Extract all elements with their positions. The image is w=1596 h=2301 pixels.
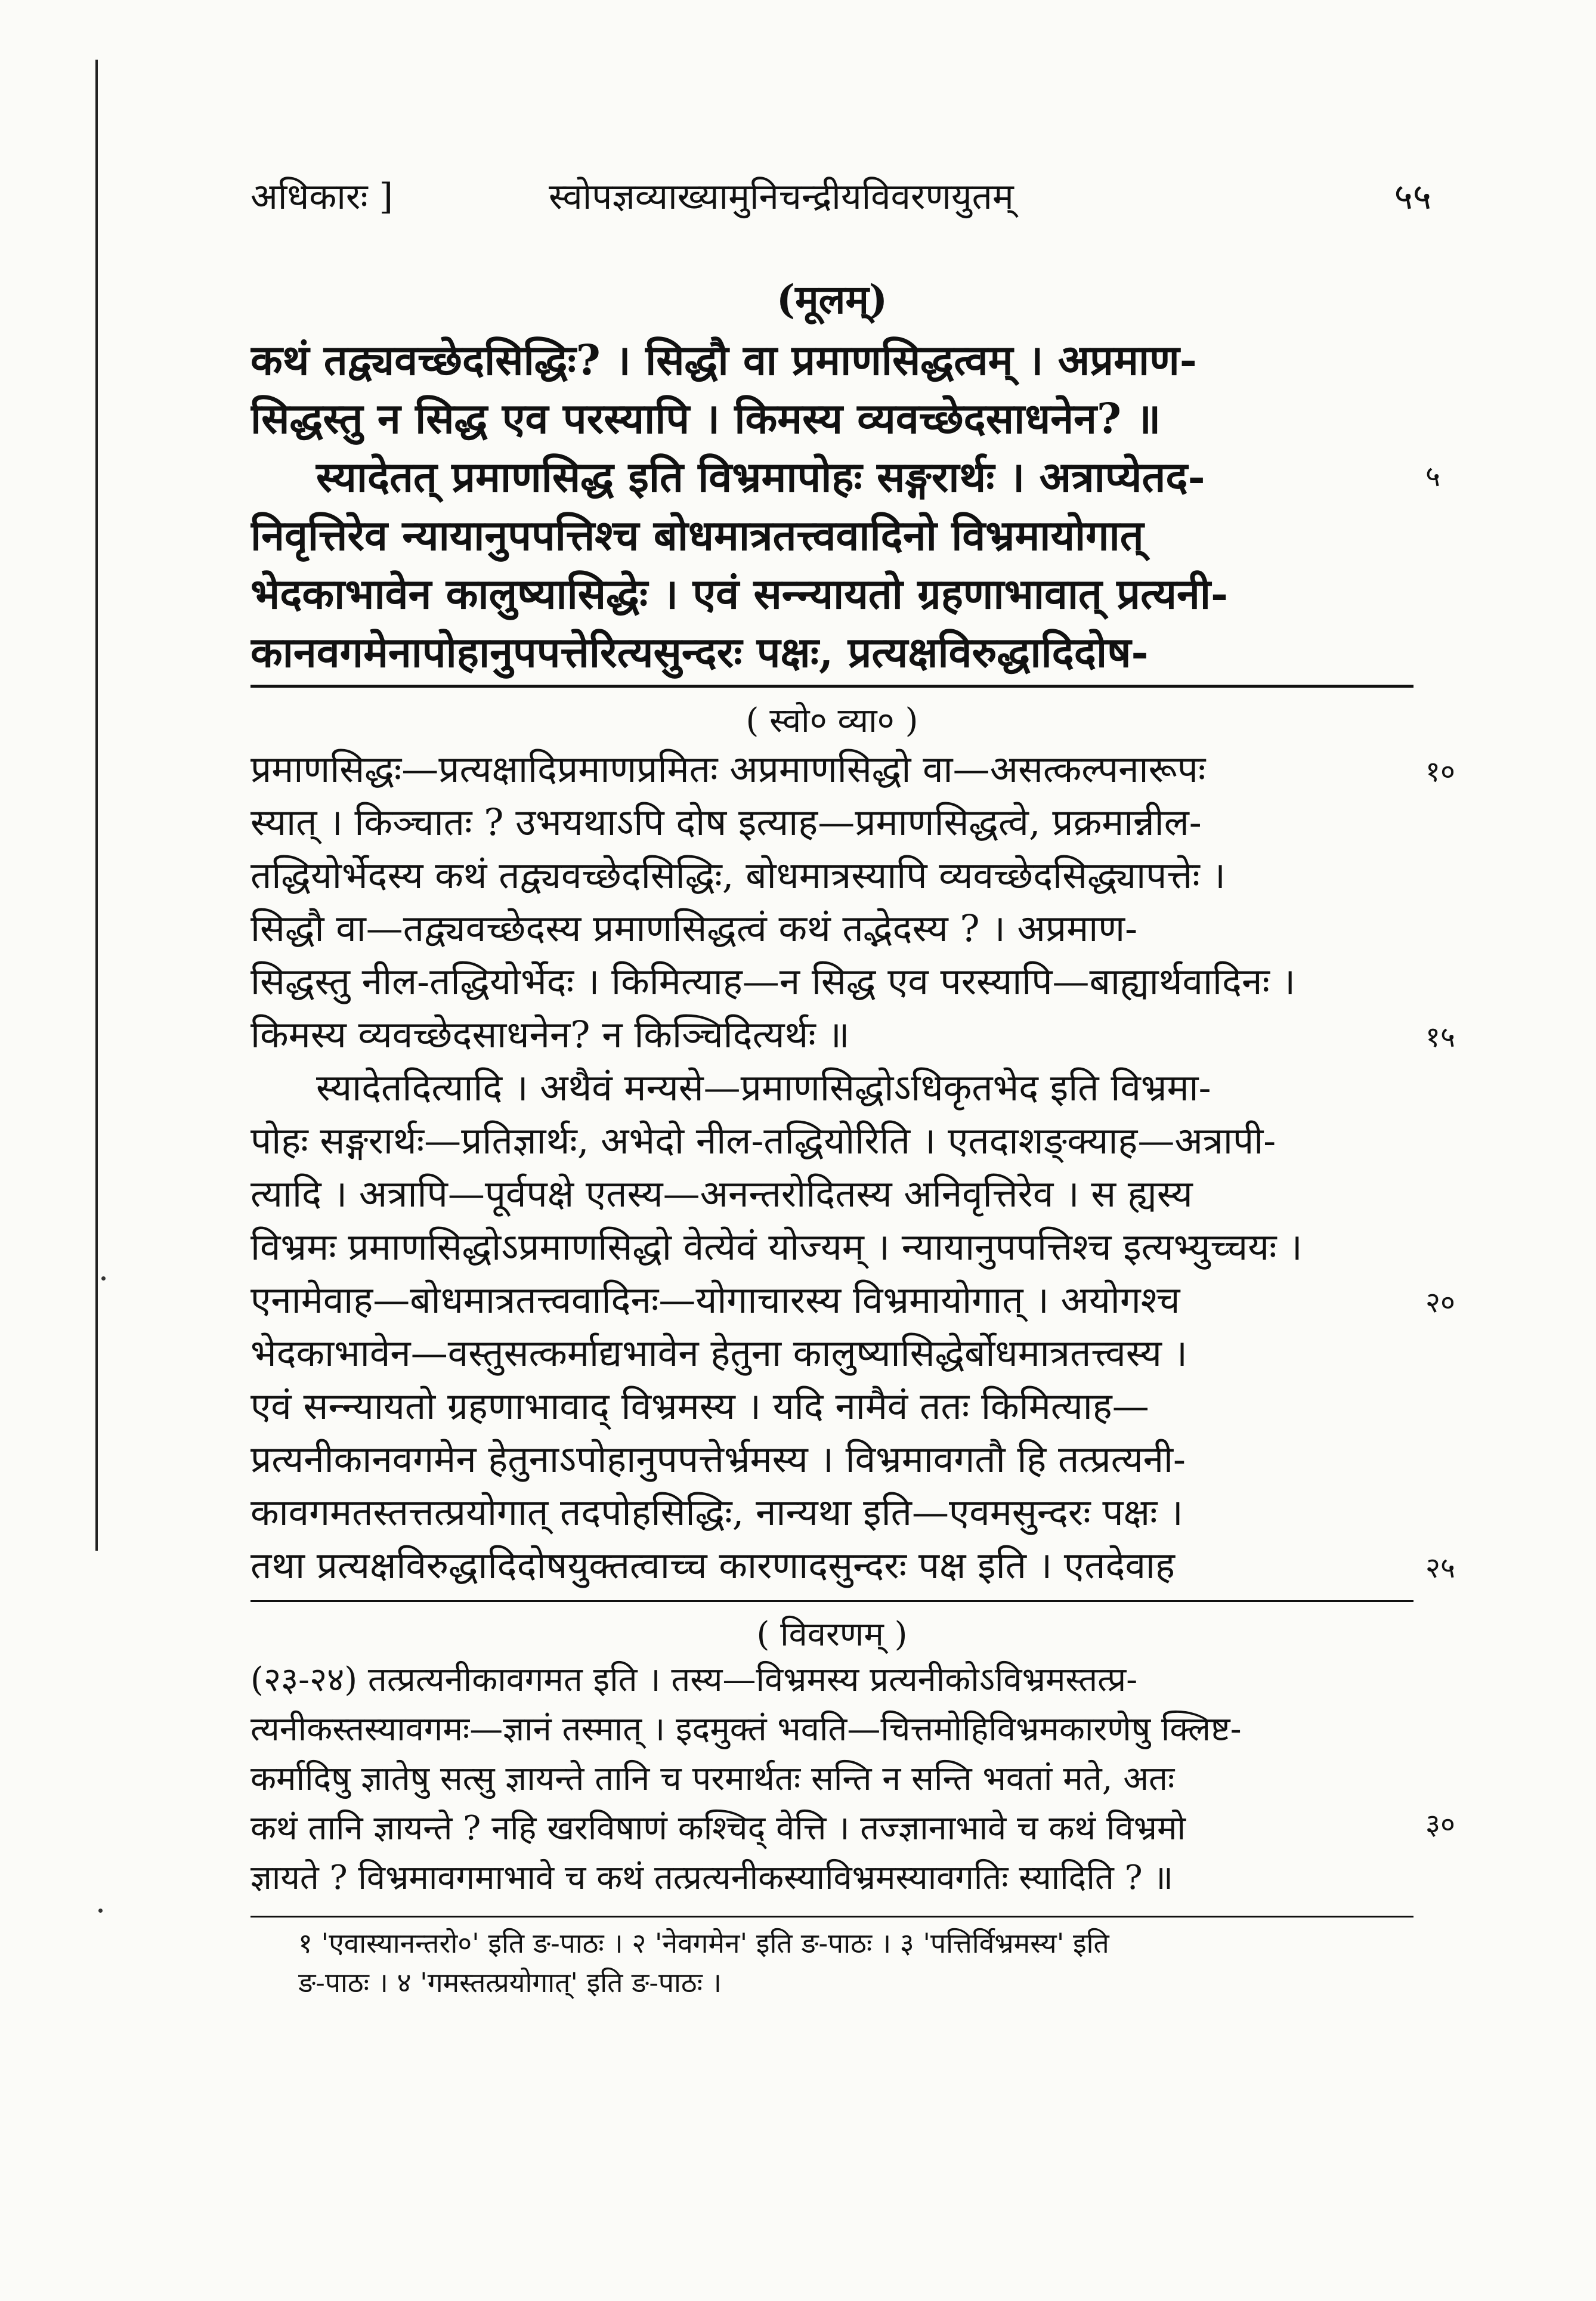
text-line: कावगमतस्तत्तत्प्रयोगात् तदपोहसिद्धिः, नान्यथा इति—एवमसुन्दरः पक्षः । [250, 1490, 1183, 1534]
binding-margin-rule [95, 60, 98, 1551]
line-number: २० [1425, 1286, 1455, 1319]
text-line: स्यात् । किञ्चातः ? उभयथाऽपि दोष इत्याह—प्रमाणसिद्धत्वे, प्रक्रमान्नील- [250, 800, 1202, 844]
footnote-line: ङ-पाठः । ४ 'गमस्तत्प्रयोगात्' इति ङ-पाठः । [298, 1966, 722, 1999]
text-line: कथं तानि ज्ञायन्ते ? नहि खरविषाणं कश्चिद् वेत्ति । तज्ज्ञानाभावे च कथं विभ्रमो [250, 1809, 1186, 1848]
page-number: ५५ [1394, 176, 1431, 218]
line-number: २५ [1425, 1551, 1455, 1585]
text-line: एवं सन्न्यायतो ग्रहणाभावाद् विभ्रमस्य । यदि नामैवं ततः किमित्याह— [250, 1384, 1149, 1428]
text-line: पोहः सङ्गरार्थः—प्रतिज्ञार्थः, अभेदो नील-तद्धियोरिति । एतदाशङ्क्याह—अत्रापी- [250, 1119, 1276, 1162]
text-line: स्यादेतत् प्रमाणसिद्ध इति विभ्रमापोहः सङ्गरार्थः । अत्राप्येतद- [316, 452, 1205, 502]
text-line: भेदकाभावेन—वस्तुसत्कर्माद्यभावेन हेतुना कालुष्यासिद्धेर्बोधमात्रतत्त्वस्य । [250, 1331, 1187, 1375]
text-line: त्यादि । अत्रापि—पूर्वपक्षे एतस्य—अनन्तरोदितस्य अनिवृत्तिरेव । स ह्यस्य [250, 1172, 1193, 1216]
vivarana-heading: ( विवरणम् ) [756, 1615, 908, 1654]
line-number: १५ [1425, 1020, 1455, 1054]
header-chapter: अधिकारः ] [250, 176, 394, 218]
text-line: एनामेवाह—बोधमात्रतत्त्ववादिनः—योगाचारस्य विभ्रमायोगात् । अयोगश्च [250, 1278, 1180, 1322]
text-line: तथा प्रत्यक्षविरुद्धादिदोषयुक्तत्वाच्च कारणादसुन्दरः पक्ष इति । एतदेवाह [250, 1544, 1175, 1587]
text-line: त्यनीकस्तस्यावगमः—ज्ञानं तस्मात् । इदमुक्तं भवति—चित्तमोहिविभ्रमकारणेषु क्लिष्ट- [250, 1710, 1242, 1749]
text-line: निवृत्तिरेव न्यायानुपपत्तिश्च बोधमात्रतत्त्ववादिनो विभ्रमायोगात् [250, 511, 1144, 560]
header-title: स्वोपज्ञव्याख्यामुनिचन्द्रीयविवरणयुतम् [549, 176, 1014, 218]
text-line: ज्ञायते ? विभ्रमावगमाभावे च कथं तत्प्रत्यनीकस्याविभ्रमस्यावगतिः स्यादिति ? ॥ [250, 1858, 1174, 1897]
line-number: ३० [1425, 1808, 1455, 1841]
text-line: तद्धियोर्भेदस्य कथं तद्व्यवच्छेदसिद्धिः, बोधमात्रस्यापि व्यवच्छेदसिद्ध्यापत्तेः । [250, 853, 1226, 897]
section-divider [250, 685, 1413, 688]
text-line: सिद्धौ वा—तद्व्यवच्छेदस्य प्रमाणसिद्धत्वं कथं तद्भेदस्य ? । अप्रमाण- [250, 907, 1138, 950]
footnote-line: १ 'एवास्यानन्तरो०' इति ङ-पाठः । २ 'नेवगमेन' इति ङ-पाठः । ३ 'पत्तिर्विभ्रमस्य' इति [298, 1927, 1109, 1959]
text-line: कर्मादिषु ज्ञातेषु सत्सु ज्ञायन्ते तानि च परमार्थतः सन्ति न सन्ति भवतां मते, अतः [250, 1759, 1175, 1798]
text-line: कथं तद्व्यवच्छेदसिद्धिः? । सिद्धौ वा प्रमाणसिद्धत्वम् । अप्रमाण- [250, 335, 1197, 385]
vyakhya-heading: ( स्वो० व्या० ) [746, 701, 918, 740]
text-line: प्रमाणसिद्धः—प्रत्यक्षादिप्रमाणप्रमितः अप्रमाणसिद्धो वा—असत्कल्पनारूपः [250, 747, 1206, 791]
scan-speck [98, 1909, 103, 1913]
text-line: विभ्रमः प्रमाणसिद्धोऽप्रमाणसिद्धो वेत्येवं योज्यम् । न्यायानुपपत्तिश्च इत्यभ्युच्चयः । [250, 1225, 1303, 1269]
vivarana-text [250, 1655, 1413, 1903]
text-line: सिद्धस्तु नील-तद्धियोर्भेदः । किमित्याह—न सिद्ध एव परस्यापि—बाह्यार्थवादिनः । [250, 960, 1296, 1003]
footnotes [250, 1923, 1461, 2002]
text-line: कानवगमेनापोहानुपपत्तेरित्यसुन्दरः पक्षः, प्रत्यक्षविरुद्धादिदोष- [250, 627, 1149, 677]
mula-heading: (मूलम्) [776, 276, 888, 323]
line-number: ५ [1425, 460, 1440, 493]
mula-text [250, 331, 1413, 682]
line-number: १० [1425, 755, 1455, 788]
vyakhya-text [250, 743, 1413, 1592]
text-line: किमस्य व्यवच्छेदसाधनेन? न किञ्चिदित्यर्थः ॥ [250, 1013, 850, 1056]
text-line: (२३-२४) तत्प्रत्यनीकावगमत इति । तस्य—विभ्रमस्य प्रत्यनीकोऽविभ्रमस्तत्प्र- [250, 1660, 1138, 1699]
text-line: प्रत्यनीकानवगमेन हेतुनाऽपोहानुपपत्तेर्भ्रमस्य । विभ्रमावगतौ हि तत्प्रत्यनी- [250, 1437, 1186, 1481]
scan-speck [101, 1276, 106, 1281]
running-header [250, 173, 1431, 221]
text-line: स्यादेतदित्यादि । अथैवं मन्यसे—प्रमाणसिद्धोऽधिकृतभेद इति विभ्रमा- [316, 1066, 1211, 1109]
footnote-divider [250, 1916, 1413, 1918]
text-line: भेदकाभावेन कालुष्यासिद्धेः । एवं सन्न्यायतो ग्रहणाभावात् प्रत्यनी- [250, 569, 1229, 618]
section-divider [250, 1600, 1413, 1602]
text-line: सिद्धस्तु न सिद्ध एव परस्यापि । किमस्य व्यवच्छेदसाधनेन? ॥ [250, 394, 1161, 443]
